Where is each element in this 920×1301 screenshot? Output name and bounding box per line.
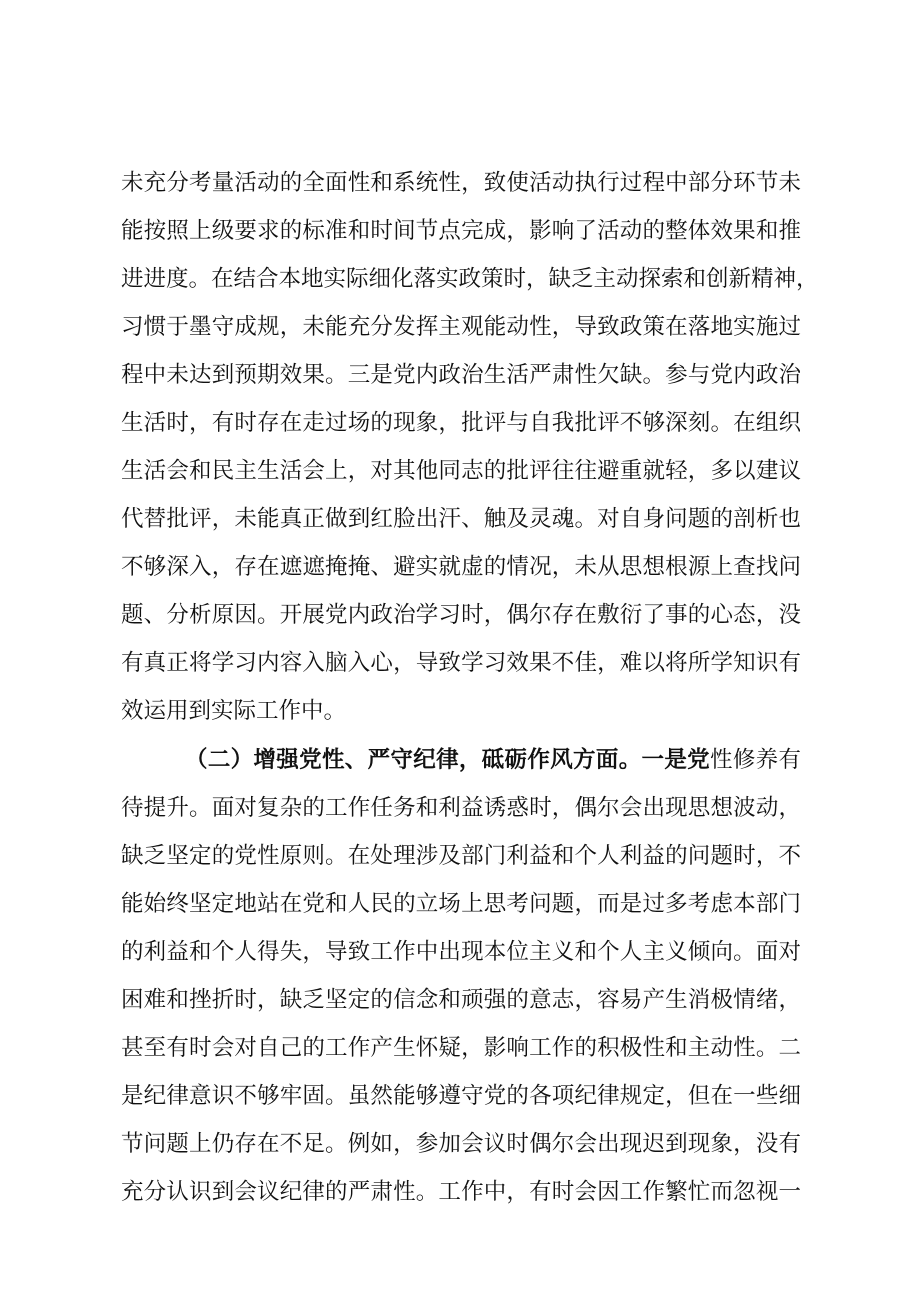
paragraph-line: 效运用到实际工作中。 xyxy=(121,698,347,724)
paragraph-line: 程中未达到预期效果。三是党内政治生活严肃性欠缺。参与党内政治 xyxy=(121,362,801,388)
paragraph-line: 是纪律意识不够牢固。虽然能够遵守党的各项纪律规定，但在一些细 xyxy=(121,1083,801,1109)
paragraph-text: 性修养有 xyxy=(710,747,801,773)
paragraph-line: 习惯于墨守成规，未能充分发挥主观能动性，导致政策在落地实施过 xyxy=(121,314,801,340)
paragraph-line: 充分认识到会议纪律的严肃性。工作中，有时会因工作繁忙而忽视一 xyxy=(121,1179,801,1205)
paragraph-line: 能始终坚定地站在党和人民的立场上思考问题，而是过多考虑本部门 xyxy=(121,891,801,917)
paragraph-line: 进进度。在结合本地实际细化落实政策时，缺乏主动探索和创新精神， xyxy=(121,266,819,292)
paragraph-line: 缺乏坚定的党性原则。在处理涉及部门利益和个人利益的问题时，不 xyxy=(121,843,801,869)
paragraph-line: 待提升。面对复杂的工作任务和利益诱惑时，偶尔会出现思想波动， xyxy=(121,795,801,821)
paragraph-line: 能按照上级要求的标准和时间节点完成，影响了活动的整体效果和推 xyxy=(121,218,801,244)
section-heading-line xyxy=(185,740,801,780)
paragraph-line: 未充分考量活动的全面性和系统性，致使活动执行过程中部分环节未 xyxy=(121,170,801,196)
paragraph-line: 有真正将学习内容入脑入心，导致学习效果不佳，难以将所学知识有 xyxy=(121,650,801,676)
paragraph-line: 题、分析原因。开展党内政治学习时，偶尔存在敷衍了事的心态，没 xyxy=(121,602,801,628)
section-heading: （二）增强党性、严守纪律，砥砺作风方面。一是党 xyxy=(185,747,710,773)
paragraph-line: 生活时，有时存在走过场的现象，批评与自我批评不够深刻。在组织 xyxy=(121,410,801,436)
paragraph-line: 困难和挫折时，缺乏坚定的信念和顽强的意志，容易产生消极情绪， xyxy=(121,987,801,1013)
paragraph-line: 的利益和个人得失，导致工作中出现本位主义和个人主义倾向。面对 xyxy=(121,939,801,965)
paragraph-line: 生活会和民主生活会上，对其他同志的批评往往避重就轻，多以建议 xyxy=(121,458,801,484)
paragraph-line: 甚至有时会对自己的工作产生怀疑，影响工作的积极性和主动性。二 xyxy=(121,1035,801,1061)
paragraph-line: 不够深入，存在遮遮掩掩、避实就虚的情况，未从思想根源上查找问 xyxy=(121,554,801,580)
paragraph-line: 代替批评，未能真正做到红脸出汗、触及灵魂。对自身问题的剖析也 xyxy=(121,506,801,532)
paragraph-line: 节问题上仍存在不足。例如，参加会议时偶尔会出现迟到现象，没有 xyxy=(121,1131,801,1157)
